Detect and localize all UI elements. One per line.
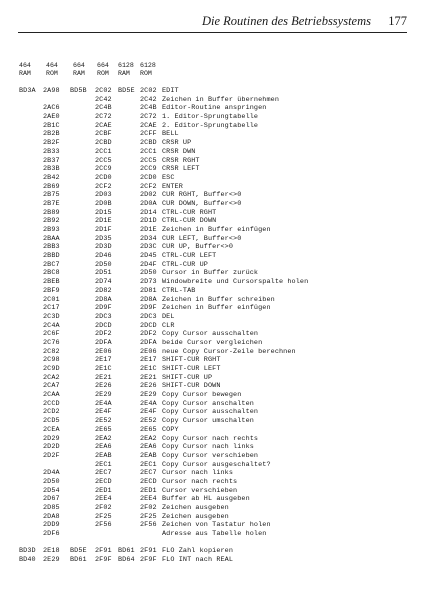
addr-464-rom: 2BC7 bbox=[43, 260, 60, 269]
table-row bbox=[0, 391, 421, 400]
routine-description: DEL bbox=[162, 312, 175, 321]
addr-664-rom: 2CC1 bbox=[95, 147, 112, 156]
addr-664-rom: 2CBF bbox=[95, 130, 112, 139]
addr-464-rom: 2D2D bbox=[43, 443, 60, 452]
addr-6128-rom: 2F91 bbox=[140, 547, 157, 556]
addr-464-rom: 2B1C bbox=[43, 121, 60, 130]
routine-description: Windowbreite und Cursorspalte holen bbox=[162, 278, 309, 287]
addr-464-rom: 2CEA bbox=[43, 425, 60, 434]
addr-664-rom: 2D82 bbox=[95, 286, 112, 295]
routine-description: SHIFT-CUR LEFT bbox=[162, 365, 221, 373]
addr-464-rom: 2C98 bbox=[43, 356, 60, 365]
routine-description: Copy Cursor bewegen bbox=[162, 391, 242, 400]
addr-6128-rom: 2DF2 bbox=[140, 330, 157, 339]
addr-464-rom: 2BEB bbox=[43, 278, 60, 287]
table-row bbox=[0, 408, 421, 417]
table-row bbox=[0, 87, 421, 96]
addr-664-rom: 2F56 bbox=[95, 521, 112, 530]
addr-664-rom: 2E06 bbox=[95, 347, 112, 356]
routine-description: Zeichen ausgeben bbox=[162, 512, 229, 521]
addr-664-rom: 2D3D bbox=[95, 243, 112, 252]
addr-464-rom: 2C17 bbox=[43, 304, 60, 313]
routine-description: ESC bbox=[162, 173, 175, 182]
addr-6128-rom: 2D73 bbox=[140, 278, 157, 287]
addr-6128-rom: 2CC9 bbox=[140, 165, 157, 174]
addr-6128-rom: 2D1D bbox=[140, 217, 157, 226]
addr-664-rom: 2DC3 bbox=[95, 312, 112, 321]
addr-464-rom: 2C3D bbox=[43, 312, 60, 321]
addr-464-ram: BD3A bbox=[19, 87, 36, 95]
addr-464-rom: 2D67 bbox=[43, 495, 60, 504]
column-header-664-rom: 664 ROM bbox=[97, 62, 109, 78]
table-row bbox=[0, 443, 421, 452]
routine-description: CUR LEFT, Buffer<>0 bbox=[162, 234, 242, 243]
table-row bbox=[0, 435, 421, 444]
addr-6128-rom: 2E4F bbox=[140, 408, 157, 417]
addr-464-rom: 2B33 bbox=[43, 147, 60, 156]
addr-664-rom: 2CF2 bbox=[95, 182, 112, 191]
addr-664-rom: 2CAE bbox=[95, 121, 112, 130]
routine-description: CTRL-CUR RGHT bbox=[162, 208, 217, 217]
addr-664-rom: 2D46 bbox=[95, 252, 112, 261]
addr-464-rom: 2BB3 bbox=[43, 243, 60, 252]
addr-664-rom: 2E29 bbox=[95, 391, 112, 400]
addr-464-rom: 2C4A bbox=[43, 321, 60, 330]
addr-464-rom: 2B93 bbox=[43, 226, 60, 234]
routine-description: CUR DOWN, Buffer<>0 bbox=[162, 199, 242, 208]
routine-description: Cursor nach rechts bbox=[162, 477, 238, 486]
table-row bbox=[0, 556, 421, 565]
addr-664-rom: 2EA6 bbox=[95, 443, 112, 452]
addr-464-rom: 2DF6 bbox=[43, 530, 60, 539]
routine-description: CTRL-CUR LEFT bbox=[162, 252, 217, 261]
table-row bbox=[0, 296, 421, 305]
addr-6128-rom: 2DCD bbox=[140, 321, 157, 330]
addr-6128-rom: 2E26 bbox=[140, 382, 157, 391]
routine-description: COPY bbox=[162, 425, 179, 434]
routine-description: Buffer ab HL ausgeben bbox=[162, 495, 250, 504]
addr-664-rom: 2C72 bbox=[95, 113, 112, 122]
addr-664-rom: 2E1C bbox=[95, 365, 112, 373]
table-row bbox=[0, 417, 421, 426]
routine-description: 2. Editor-Sprungtabelle bbox=[162, 121, 259, 130]
table-row bbox=[0, 278, 421, 287]
addr-664-rom: 2D15 bbox=[95, 208, 112, 217]
addr-664-rom: 2CC5 bbox=[95, 156, 112, 165]
addr-6128-rom: 2D34 bbox=[140, 234, 157, 243]
table-row bbox=[0, 365, 421, 374]
addr-664-rom: 2D0B bbox=[95, 199, 112, 208]
addr-6128-rom: 2F25 bbox=[140, 512, 157, 521]
addr-664-rom: 2ECD bbox=[95, 477, 112, 486]
table-row bbox=[0, 513, 421, 522]
routine-description: EDIT bbox=[162, 87, 179, 95]
addr-6128-rom: 2E52 bbox=[140, 417, 157, 426]
addr-6128-rom: 2EC7 bbox=[140, 469, 157, 478]
addr-664-ram: BD61 bbox=[70, 556, 87, 565]
addr-664-rom: 2EA2 bbox=[95, 434, 112, 443]
addr-464-rom: 2B75 bbox=[43, 191, 60, 200]
table-row bbox=[0, 261, 421, 270]
addr-464-rom: 2BF9 bbox=[43, 286, 60, 295]
addr-6128-rom: 2E21 bbox=[140, 373, 157, 382]
addr-464-rom: 2C01 bbox=[43, 295, 60, 304]
addr-664-rom: 2E52 bbox=[95, 417, 112, 426]
table-row bbox=[0, 461, 421, 470]
addr-464-rom: 2DA8 bbox=[43, 512, 60, 521]
addr-664-ram: BD5E bbox=[70, 547, 87, 556]
table-row bbox=[0, 339, 421, 348]
table-row bbox=[0, 487, 421, 496]
addr-6128-rom: 2CC1 bbox=[140, 147, 157, 156]
routine-description: neue Copy Cursor-Zeile berechnen bbox=[162, 347, 296, 356]
addr-464-rom: 2CD2 bbox=[43, 408, 60, 417]
addr-6128-rom: 2EA2 bbox=[140, 434, 157, 443]
table-row bbox=[0, 235, 421, 244]
addr-664-rom: 2ED1 bbox=[95, 486, 112, 495]
addr-664-rom: 2C02 bbox=[95, 87, 112, 95]
addr-664-rom: 2EE4 bbox=[95, 495, 112, 504]
addr-664-rom: 2D8A bbox=[95, 295, 112, 304]
table-row bbox=[0, 374, 421, 383]
addr-464-rom: 2BAA bbox=[43, 234, 60, 243]
chapter-title: Die Routinen des Betriebssystems bbox=[201, 14, 371, 28]
table-row bbox=[0, 157, 421, 166]
addr-6128-rom: 2DC3 bbox=[140, 312, 157, 321]
addr-6128-rom: 2E65 bbox=[140, 425, 157, 434]
addr-464-rom: 2BC8 bbox=[43, 269, 60, 278]
addr-464-rom: 2B89 bbox=[43, 208, 60, 217]
table-row bbox=[0, 469, 421, 478]
addr-664-rom: 2C42 bbox=[95, 95, 112, 104]
addr-464-rom: 2CA7 bbox=[43, 382, 60, 391]
routine-address-table bbox=[0, 87, 421, 565]
addr-6128-rom: 2CBD bbox=[140, 139, 157, 148]
addr-6128-rom: 2CAE bbox=[140, 121, 157, 130]
addr-6128-rom: 2C42 bbox=[140, 95, 157, 104]
routine-description: Copy Cursor ausschalten bbox=[162, 330, 259, 339]
routine-description: Cursor verschieben bbox=[162, 486, 238, 495]
addr-664-rom: 2D1E bbox=[95, 217, 112, 226]
routine-description: SHIFT-CUR UP bbox=[162, 373, 213, 382]
routine-description: CRSR DWN bbox=[162, 147, 196, 156]
addr-664-rom: 2EAB bbox=[95, 451, 112, 460]
addr-6128-rom: 2C72 bbox=[140, 113, 157, 122]
routine-description: Zeichen ausgeben bbox=[162, 504, 229, 512]
table-row bbox=[0, 252, 421, 261]
table-row bbox=[0, 530, 421, 539]
addr-6128-rom: 2D0A bbox=[140, 199, 157, 208]
routine-description: Adresse aus Tabelle holen bbox=[162, 530, 267, 539]
routine-description: beide Cursor vergleichen bbox=[162, 338, 263, 347]
addr-464-rom: 2D85 bbox=[43, 504, 60, 512]
addr-664-rom: 2DFA bbox=[95, 338, 112, 347]
addr-464-rom: 2C9D bbox=[43, 365, 60, 373]
addr-6128-rom: 2E06 bbox=[140, 347, 157, 356]
column-header-464-ram: 464 RAM bbox=[19, 62, 31, 78]
routine-description: CTRL-TAB bbox=[162, 286, 196, 295]
table-row bbox=[0, 495, 421, 504]
addr-6128-rom: 2D1E bbox=[140, 226, 157, 234]
addr-6128-ram: BD5E bbox=[118, 87, 135, 95]
addr-664-rom: 2EC7 bbox=[95, 469, 112, 478]
addr-6128-rom: 2ED1 bbox=[140, 486, 157, 495]
addr-6128-rom: 2D50 bbox=[140, 269, 157, 278]
table-row bbox=[0, 209, 421, 218]
addr-6128-rom: 2F56 bbox=[140, 521, 157, 530]
addr-6128-rom: 2EAB bbox=[140, 451, 157, 460]
page-number: 177 bbox=[388, 14, 407, 28]
addr-664-rom: 2EC1 bbox=[95, 460, 112, 469]
addr-6128-rom: 2D9F bbox=[140, 304, 157, 313]
addr-464-rom: 2E29 bbox=[43, 556, 60, 565]
table-row bbox=[0, 226, 421, 235]
addr-464-rom: 2E18 bbox=[43, 547, 60, 556]
addr-464-rom: 2CAA bbox=[43, 391, 60, 400]
addr-664-rom: 2E17 bbox=[95, 356, 112, 365]
addr-6128-rom: 2D3C bbox=[140, 243, 157, 252]
addr-464-rom: 2AE0 bbox=[43, 113, 60, 122]
routine-description: FLO Zahl kopieren bbox=[162, 547, 234, 556]
addr-664-rom: 2DCD bbox=[95, 321, 112, 330]
routine-description: Copy Cursor nach links bbox=[162, 443, 254, 452]
table-row bbox=[0, 330, 421, 339]
table-row bbox=[0, 356, 421, 365]
addr-664-rom: 2DF2 bbox=[95, 330, 112, 339]
addr-664-rom: 2CBD bbox=[95, 139, 112, 148]
routine-description: Copy Cursor verschieben bbox=[162, 451, 259, 460]
routine-description: Zeichen in Buffer schreiben bbox=[162, 295, 275, 304]
addr-464-rom: 2D4A bbox=[43, 469, 60, 478]
addr-664-rom: 2D1F bbox=[95, 226, 112, 234]
addr-664-rom: 2D9F bbox=[95, 304, 112, 313]
table-row bbox=[0, 304, 421, 313]
addr-6128-rom: 2F9F bbox=[140, 556, 157, 565]
routine-description: CRSR UP bbox=[162, 139, 192, 148]
routine-description: Editor-Routine anspringen bbox=[162, 104, 267, 113]
table-row bbox=[0, 287, 421, 296]
addr-464-rom: 2B2B bbox=[43, 130, 60, 139]
addr-664-rom: 2E4A bbox=[95, 399, 112, 408]
page-header bbox=[18, 12, 407, 33]
addr-664-rom: 2CD0 bbox=[95, 173, 112, 182]
addr-464-rom: 2D2F bbox=[43, 451, 60, 460]
routine-description: CTRL-CUR UP bbox=[162, 260, 208, 269]
addr-464-rom: 2D50 bbox=[43, 477, 60, 486]
table-row bbox=[0, 191, 421, 200]
routine-description: 1. Editor-Sprungtabelle bbox=[162, 113, 259, 122]
routine-description: CUR RGHT, Buffer<>0 bbox=[162, 191, 242, 200]
table-row bbox=[0, 174, 421, 183]
addr-6128-rom: 2D8A bbox=[140, 295, 157, 304]
routine-description: Cursor nach links bbox=[162, 469, 234, 478]
addr-464-rom: 2AC6 bbox=[43, 104, 60, 113]
addr-464-ram: BD40 bbox=[19, 556, 36, 565]
addr-664-rom: 2D50 bbox=[95, 260, 112, 269]
addr-464-rom: 2BBD bbox=[43, 252, 60, 261]
addr-6128-rom: 2CC5 bbox=[140, 156, 157, 165]
table-row bbox=[0, 96, 421, 105]
table-row bbox=[0, 113, 421, 122]
addr-464-rom: 2DD9 bbox=[43, 521, 60, 530]
addr-664-rom: 2CC9 bbox=[95, 165, 112, 174]
addr-464-rom: 2CA2 bbox=[43, 373, 60, 382]
table-row bbox=[0, 130, 421, 139]
addr-6128-rom: 2D81 bbox=[140, 286, 157, 295]
addr-664-rom: 2E65 bbox=[95, 425, 112, 434]
table-row bbox=[0, 183, 421, 192]
routine-description: Zeichen in Buffer einfügen bbox=[162, 304, 271, 313]
routine-description: Zeichen in Buffer übernehmen bbox=[162, 95, 280, 104]
addr-464-rom: 2D29 bbox=[43, 434, 60, 443]
addr-664-rom: 2F02 bbox=[95, 504, 112, 512]
routine-description: ENTER bbox=[162, 182, 183, 191]
addr-6128-rom: 2DFA bbox=[140, 338, 157, 347]
table-row bbox=[0, 426, 421, 435]
table-row bbox=[0, 504, 421, 513]
addr-6128-rom: 2D14 bbox=[140, 208, 157, 217]
addr-6128-rom: 2D45 bbox=[140, 252, 157, 261]
column-header-664-ram: 664 RAM bbox=[73, 62, 85, 78]
addr-464-rom: 2B3B bbox=[43, 165, 60, 174]
table-row bbox=[0, 313, 421, 322]
addr-464-rom: 2D54 bbox=[43, 486, 60, 495]
routine-description: Zeichen von Tastatur holen bbox=[162, 521, 271, 530]
addr-6128-rom: 2D02 bbox=[140, 191, 157, 200]
addr-464-rom: 2A98 bbox=[43, 87, 60, 95]
addr-6128-rom: 2F02 bbox=[140, 504, 157, 512]
addr-6128-rom: 2CD0 bbox=[140, 173, 157, 182]
addr-664-rom: 2F91 bbox=[95, 547, 112, 556]
addr-664-rom: 2D35 bbox=[95, 234, 112, 243]
routine-description: Copy Cursor ausschalten bbox=[162, 408, 259, 417]
addr-6128-rom: 2C02 bbox=[140, 87, 157, 95]
column-header-6128-rom: 6128 ROM bbox=[140, 62, 156, 78]
addr-464-rom: 2C76 bbox=[43, 338, 60, 347]
table-row bbox=[0, 452, 421, 461]
table-row bbox=[0, 217, 421, 226]
addr-464-rom: 2B2F bbox=[43, 139, 60, 148]
routine-description: SHIFT-CUR DOWN bbox=[162, 382, 221, 391]
addr-464-rom: 2B7E bbox=[43, 199, 60, 208]
addr-664-rom: 2D51 bbox=[95, 269, 112, 278]
routine-description: Cursor in Buffer zurück bbox=[162, 269, 259, 278]
addr-464-rom: 2C82 bbox=[43, 347, 60, 356]
table-row bbox=[0, 165, 421, 174]
addr-6128-ram: BD64 bbox=[118, 556, 135, 565]
addr-464-rom: 2B37 bbox=[43, 156, 60, 165]
addr-664-rom: 2F9F bbox=[95, 556, 112, 565]
routine-description: CLR bbox=[162, 321, 175, 330]
addr-6128-rom: 2E1C bbox=[140, 365, 157, 373]
column-header-6128-ram: 6128 RAM bbox=[118, 62, 134, 78]
addr-664-rom: 2E26 bbox=[95, 382, 112, 391]
table-row bbox=[0, 547, 421, 556]
table-row bbox=[0, 521, 421, 530]
table-row bbox=[0, 539, 421, 548]
table-row bbox=[0, 104, 421, 113]
table-row bbox=[0, 348, 421, 357]
routine-description: FLO INT nach REAL bbox=[162, 556, 234, 565]
routine-description: Copy Cursor ausgeschaltet? bbox=[162, 460, 271, 469]
table-row bbox=[0, 122, 421, 131]
addr-464-ram: BD3D bbox=[19, 547, 36, 556]
addr-6128-rom: 2EC1 bbox=[140, 460, 157, 469]
table-row bbox=[0, 243, 421, 252]
table-row bbox=[0, 478, 421, 487]
addr-6128-rom: 2CF2 bbox=[140, 182, 157, 191]
routine-description: Copy Cursor nach rechts bbox=[162, 434, 259, 443]
addr-6128-rom: 2EA6 bbox=[140, 443, 157, 452]
addr-664-rom: 2F25 bbox=[95, 512, 112, 521]
routine-description: SHIFT-CUR RGHT bbox=[162, 356, 221, 365]
table-row bbox=[0, 322, 421, 331]
addr-464-rom: 2B42 bbox=[43, 173, 60, 182]
addr-6128-ram: BD61 bbox=[118, 547, 135, 556]
addr-6128-rom: 2C4B bbox=[140, 104, 157, 113]
routine-description: CTRL-CUR DOWN bbox=[162, 217, 217, 226]
addr-664-rom: 2E21 bbox=[95, 373, 112, 382]
addr-464-rom: 2B69 bbox=[43, 182, 60, 191]
column-header-464-rom: 464 ROM bbox=[46, 62, 58, 78]
routine-description: BELL bbox=[162, 130, 179, 139]
table-row bbox=[0, 269, 421, 278]
addr-664-rom: 2D74 bbox=[95, 278, 112, 287]
addr-464-rom: 2CCD bbox=[43, 399, 60, 408]
addr-664-rom: 2C4B bbox=[95, 104, 112, 113]
addr-6128-rom: 2CFF bbox=[140, 130, 157, 139]
addr-6128-rom: 2E29 bbox=[140, 391, 157, 400]
addr-664-rom: 2E4F bbox=[95, 408, 112, 417]
routine-description: Copy Cursor umschalten bbox=[162, 417, 254, 426]
routine-description: Copy Cursor anschalten bbox=[162, 399, 254, 408]
addr-6128-rom: 2EE4 bbox=[140, 495, 157, 504]
routine-description: CRSR LEFT bbox=[162, 165, 200, 174]
routine-description: CRSR RGHT bbox=[162, 156, 200, 165]
addr-6128-rom: 2E17 bbox=[140, 356, 157, 365]
addr-6128-rom: 2D4F bbox=[140, 260, 157, 269]
table-row bbox=[0, 382, 421, 391]
table-row bbox=[0, 139, 421, 148]
table-row bbox=[0, 400, 421, 409]
routine-description: CUR UP, Buffer<>0 bbox=[162, 243, 234, 252]
routine-description: Zeichen in Buffer einfügen bbox=[162, 226, 271, 234]
addr-464-rom: 2C6F bbox=[43, 330, 60, 339]
table-row bbox=[0, 148, 421, 157]
table-row bbox=[0, 200, 421, 209]
addr-664-ram: BD5B bbox=[70, 87, 87, 95]
addr-464-rom: 2B92 bbox=[43, 217, 60, 226]
addr-464-rom: 2CD5 bbox=[43, 417, 60, 426]
addr-6128-rom: 2E4A bbox=[140, 399, 157, 408]
addr-664-rom: 2D03 bbox=[95, 191, 112, 200]
addr-6128-rom: 2ECD bbox=[140, 477, 157, 486]
